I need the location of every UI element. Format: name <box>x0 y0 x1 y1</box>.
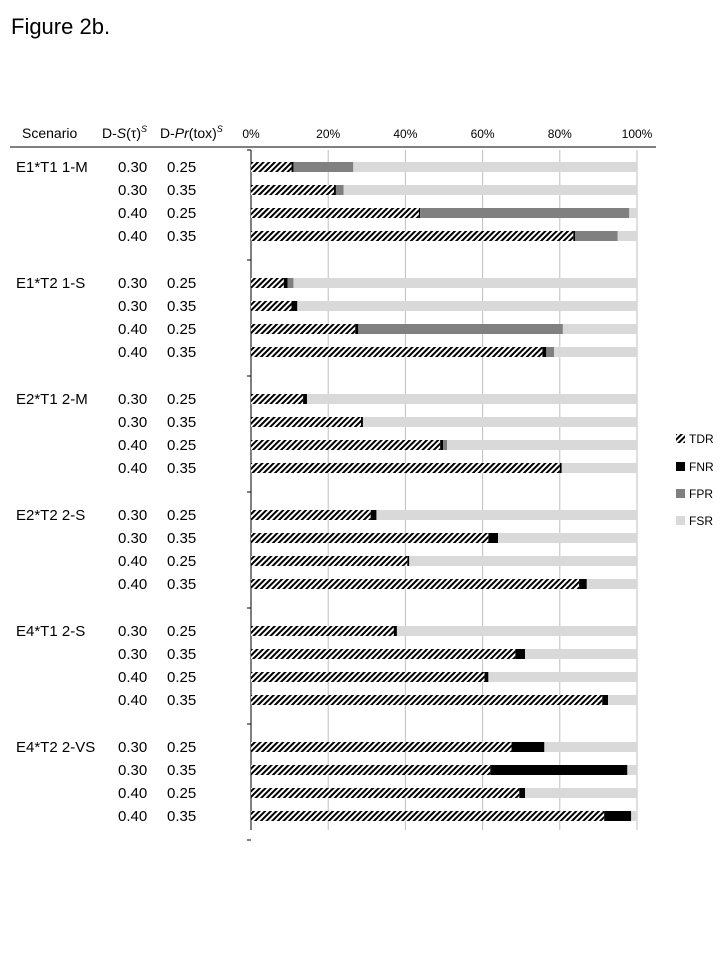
bar-segment-fsr <box>544 742 637 752</box>
bar-segment-fpr <box>575 231 617 241</box>
bar-segment-fsr <box>447 440 637 450</box>
bar-segment-fsr <box>563 324 637 334</box>
row-d-pr-value: 0.25 <box>167 507 197 524</box>
bar-segment-fnr <box>542 347 546 357</box>
row-d-pr-value: 0.25 <box>167 391 197 408</box>
bar-segment-fnr <box>292 162 294 172</box>
bar-segment-fnr <box>573 231 575 241</box>
figure-title: Figure 2b. <box>11 14 111 39</box>
row-d-s-value: 0.30 <box>118 762 148 779</box>
legend-swatch-fnr <box>676 462 685 471</box>
row-d-pr-value: 0.25 <box>167 669 197 686</box>
row-d-s-value: 0.30 <box>118 507 148 524</box>
bar-segment-fnr <box>361 417 363 427</box>
group-label: E1*T2 1-S <box>16 275 86 292</box>
header-d-pr-arg: (tox) <box>188 125 217 141</box>
bar-segment-fnr <box>604 811 631 821</box>
x-tick-label: 100% <box>621 127 653 141</box>
bar-segment-fsr <box>297 301 637 311</box>
bar-segment-fsr <box>363 417 637 427</box>
row-d-s-value: 0.30 <box>118 298 148 315</box>
tick-label-layer <box>242 127 652 141</box>
row-d-s-value: 0.30 <box>118 275 148 292</box>
header-d-s-arg: (τ) <box>126 125 141 141</box>
row-d-s-value: 0.40 <box>118 808 148 825</box>
bar-segment-tdr <box>251 510 371 520</box>
row-d-s-value: 0.30 <box>118 530 148 547</box>
row-d-pr-value: 0.35 <box>167 414 197 431</box>
bar-segment-fnr <box>371 510 377 520</box>
legend-swatch-fpr <box>676 489 685 498</box>
group-label: E4*T2 2-VS <box>16 739 96 756</box>
row-d-s-value: 0.30 <box>118 159 148 176</box>
bar-segment-fsr <box>353 162 637 172</box>
bar-segment-fsr <box>608 695 637 705</box>
row-d-s-value: 0.40 <box>118 553 148 570</box>
bar-segment-fpr <box>546 347 554 357</box>
bar-segment-tdr <box>251 208 419 218</box>
legend-label-fsr: FSR <box>689 514 713 528</box>
row-d-s-value: 0.30 <box>118 739 148 756</box>
bar-segment-fsr <box>488 672 637 682</box>
row-d-pr-value: 0.35 <box>167 576 197 593</box>
bar-segment-fsr <box>587 579 637 589</box>
header-d-pr-sup: S <box>216 124 223 134</box>
header-d-pr-var: Pr <box>174 125 189 141</box>
bar-segment-fnr <box>355 324 358 334</box>
row-d-s-value: 0.30 <box>118 623 148 640</box>
header-d-s-prefix: D- <box>102 125 117 141</box>
row-d-pr-value: 0.25 <box>167 553 197 570</box>
row-d-s-value: 0.40 <box>118 228 148 245</box>
bar-segment-tdr <box>251 672 485 682</box>
bar-segment-fsr <box>562 463 637 473</box>
bar-segment-fsr <box>397 626 637 636</box>
bar-segment-tdr <box>251 347 542 357</box>
legend-swatch-tdr <box>676 434 685 443</box>
row-d-s-value: 0.40 <box>118 692 148 709</box>
bar-segment-fnr <box>488 533 498 543</box>
legend-label-tdr: TDR <box>689 432 714 446</box>
bar-segment-tdr <box>251 162 292 172</box>
bar-segment-tdr <box>251 649 515 659</box>
x-tick-label: 0% <box>242 127 260 141</box>
bar-segment-tdr <box>251 231 573 241</box>
row-d-pr-value: 0.25 <box>167 739 197 756</box>
bar-segment-fpr <box>420 208 629 218</box>
header-d-pr-prefix: D- <box>160 125 175 141</box>
row-d-pr-value: 0.25 <box>167 159 197 176</box>
legend-swatch-fsr <box>676 516 685 525</box>
group-label: E2*T1 2-M <box>16 391 88 408</box>
bar-segment-tdr <box>251 626 394 636</box>
row-d-s-value: 0.40 <box>118 576 148 593</box>
x-tick-label: 60% <box>470 127 495 141</box>
x-tick-label: 20% <box>316 127 341 141</box>
bar-segment-fnr <box>485 672 489 682</box>
bar-segment-tdr <box>251 394 303 404</box>
row-d-s-value: 0.40 <box>118 460 148 477</box>
bar-segment-fnr <box>519 788 525 798</box>
row-labels-layer <box>16 159 196 825</box>
bar-segment-fnr <box>292 301 298 311</box>
bar-segment-fsr <box>554 347 637 357</box>
bar-segment-fnr <box>394 626 397 636</box>
row-d-pr-value: 0.25 <box>167 623 197 640</box>
bar-segment-fnr <box>303 394 307 404</box>
bar-segment-fpr <box>336 185 344 195</box>
bar-segment-tdr <box>251 533 488 543</box>
header-scenario: Scenario <box>22 125 78 141</box>
bar-segment-tdr <box>251 278 284 288</box>
group-label: E2*T2 2-S <box>16 507 86 524</box>
bar-segment-tdr <box>251 695 602 705</box>
bar-segment-fnr <box>284 278 288 288</box>
bar-segment-fsr <box>293 278 637 288</box>
bar-segment-fsr <box>525 788 637 798</box>
bar-segment-fsr <box>618 231 637 241</box>
bar-segment-fpr <box>358 324 563 334</box>
group-label: E1*T1 1-M <box>16 159 88 176</box>
bar-segment-fsr <box>627 765 637 775</box>
row-d-pr-value: 0.25 <box>167 275 197 292</box>
x-tick-label: 40% <box>393 127 418 141</box>
bar-segment-tdr <box>251 301 292 311</box>
header-d-s-tau <box>102 124 147 141</box>
row-d-pr-value: 0.35 <box>167 646 197 663</box>
header-d-pr-tox <box>160 124 223 141</box>
bar-segment-fnr <box>512 742 545 752</box>
bar-segment-fnr <box>560 463 562 473</box>
row-d-s-value: 0.30 <box>118 182 148 199</box>
bar-segment-fnr <box>419 208 420 218</box>
bar-segment-tdr <box>251 788 519 798</box>
bar-segment-tdr <box>251 324 355 334</box>
row-d-s-value: 0.30 <box>118 646 148 663</box>
bar-segment-fsr <box>629 208 637 218</box>
bar-segment-fnr <box>334 185 336 195</box>
row-d-pr-value: 0.35 <box>167 298 197 315</box>
header-d-s-var: S <box>116 125 127 141</box>
bar-segment-tdr <box>251 185 334 195</box>
bars-layer <box>251 162 637 821</box>
row-d-pr-value: 0.25 <box>167 321 197 338</box>
bar-segment-tdr <box>251 579 579 589</box>
bar-segment-fnr <box>490 765 627 775</box>
bar-segment-fsr <box>498 533 637 543</box>
row-d-s-value: 0.40 <box>118 205 148 222</box>
row-d-pr-value: 0.35 <box>167 344 197 361</box>
row-d-pr-value: 0.25 <box>167 785 197 802</box>
row-d-pr-value: 0.35 <box>167 228 197 245</box>
bar-segment-tdr <box>251 556 407 566</box>
bar-segment-fsr <box>409 556 637 566</box>
grid-layer <box>247 150 637 840</box>
legend-label-fnr: FNR <box>689 460 714 474</box>
bar-segment-fnr <box>579 579 587 589</box>
x-tick-label: 80% <box>547 127 572 141</box>
bar-segment-tdr <box>251 463 560 473</box>
row-d-pr-value: 0.35 <box>167 182 197 199</box>
row-d-s-value: 0.40 <box>118 669 148 686</box>
bar-segment-fnr <box>515 649 525 659</box>
row-d-s-value: 0.40 <box>118 321 148 338</box>
bar-segment-fnr <box>440 440 443 450</box>
group-label: E4*T1 2-S <box>16 623 86 640</box>
bar-segment-fsr <box>525 649 637 659</box>
row-d-pr-value: 0.35 <box>167 692 197 709</box>
legend <box>676 432 714 528</box>
bar-segment-tdr <box>251 417 361 427</box>
row-d-pr-value: 0.35 <box>167 808 197 825</box>
bar-segment-fnr <box>407 556 409 566</box>
row-d-s-value: 0.40 <box>118 785 148 802</box>
bar-segment-tdr <box>251 440 440 450</box>
bar-segment-fpr <box>293 162 353 172</box>
bar-segment-fsr <box>307 394 637 404</box>
row-d-s-value: 0.40 <box>118 344 148 361</box>
row-d-pr-value: 0.35 <box>167 530 197 547</box>
bar-segment-tdr <box>251 765 490 775</box>
row-d-pr-value: 0.25 <box>167 205 197 222</box>
row-d-s-value: 0.30 <box>118 391 148 408</box>
bar-segment-fsr <box>344 185 637 195</box>
row-d-s-value: 0.40 <box>118 437 148 454</box>
row-d-pr-value: 0.35 <box>167 460 197 477</box>
bar-segment-fpr <box>443 440 447 450</box>
bar-segment-fsr <box>376 510 637 520</box>
bar-segment-tdr <box>251 742 512 752</box>
row-d-pr-value: 0.25 <box>167 437 197 454</box>
bar-segment-fpr <box>288 278 294 288</box>
row-d-s-value: 0.30 <box>118 414 148 431</box>
bar-segment-fsr <box>631 811 637 821</box>
bar-segment-fnr <box>602 695 608 705</box>
header-d-s-sup: S <box>140 124 147 134</box>
bar-segment-tdr <box>251 811 604 821</box>
legend-label-fpr: FPR <box>689 487 713 501</box>
row-d-pr-value: 0.35 <box>167 762 197 779</box>
